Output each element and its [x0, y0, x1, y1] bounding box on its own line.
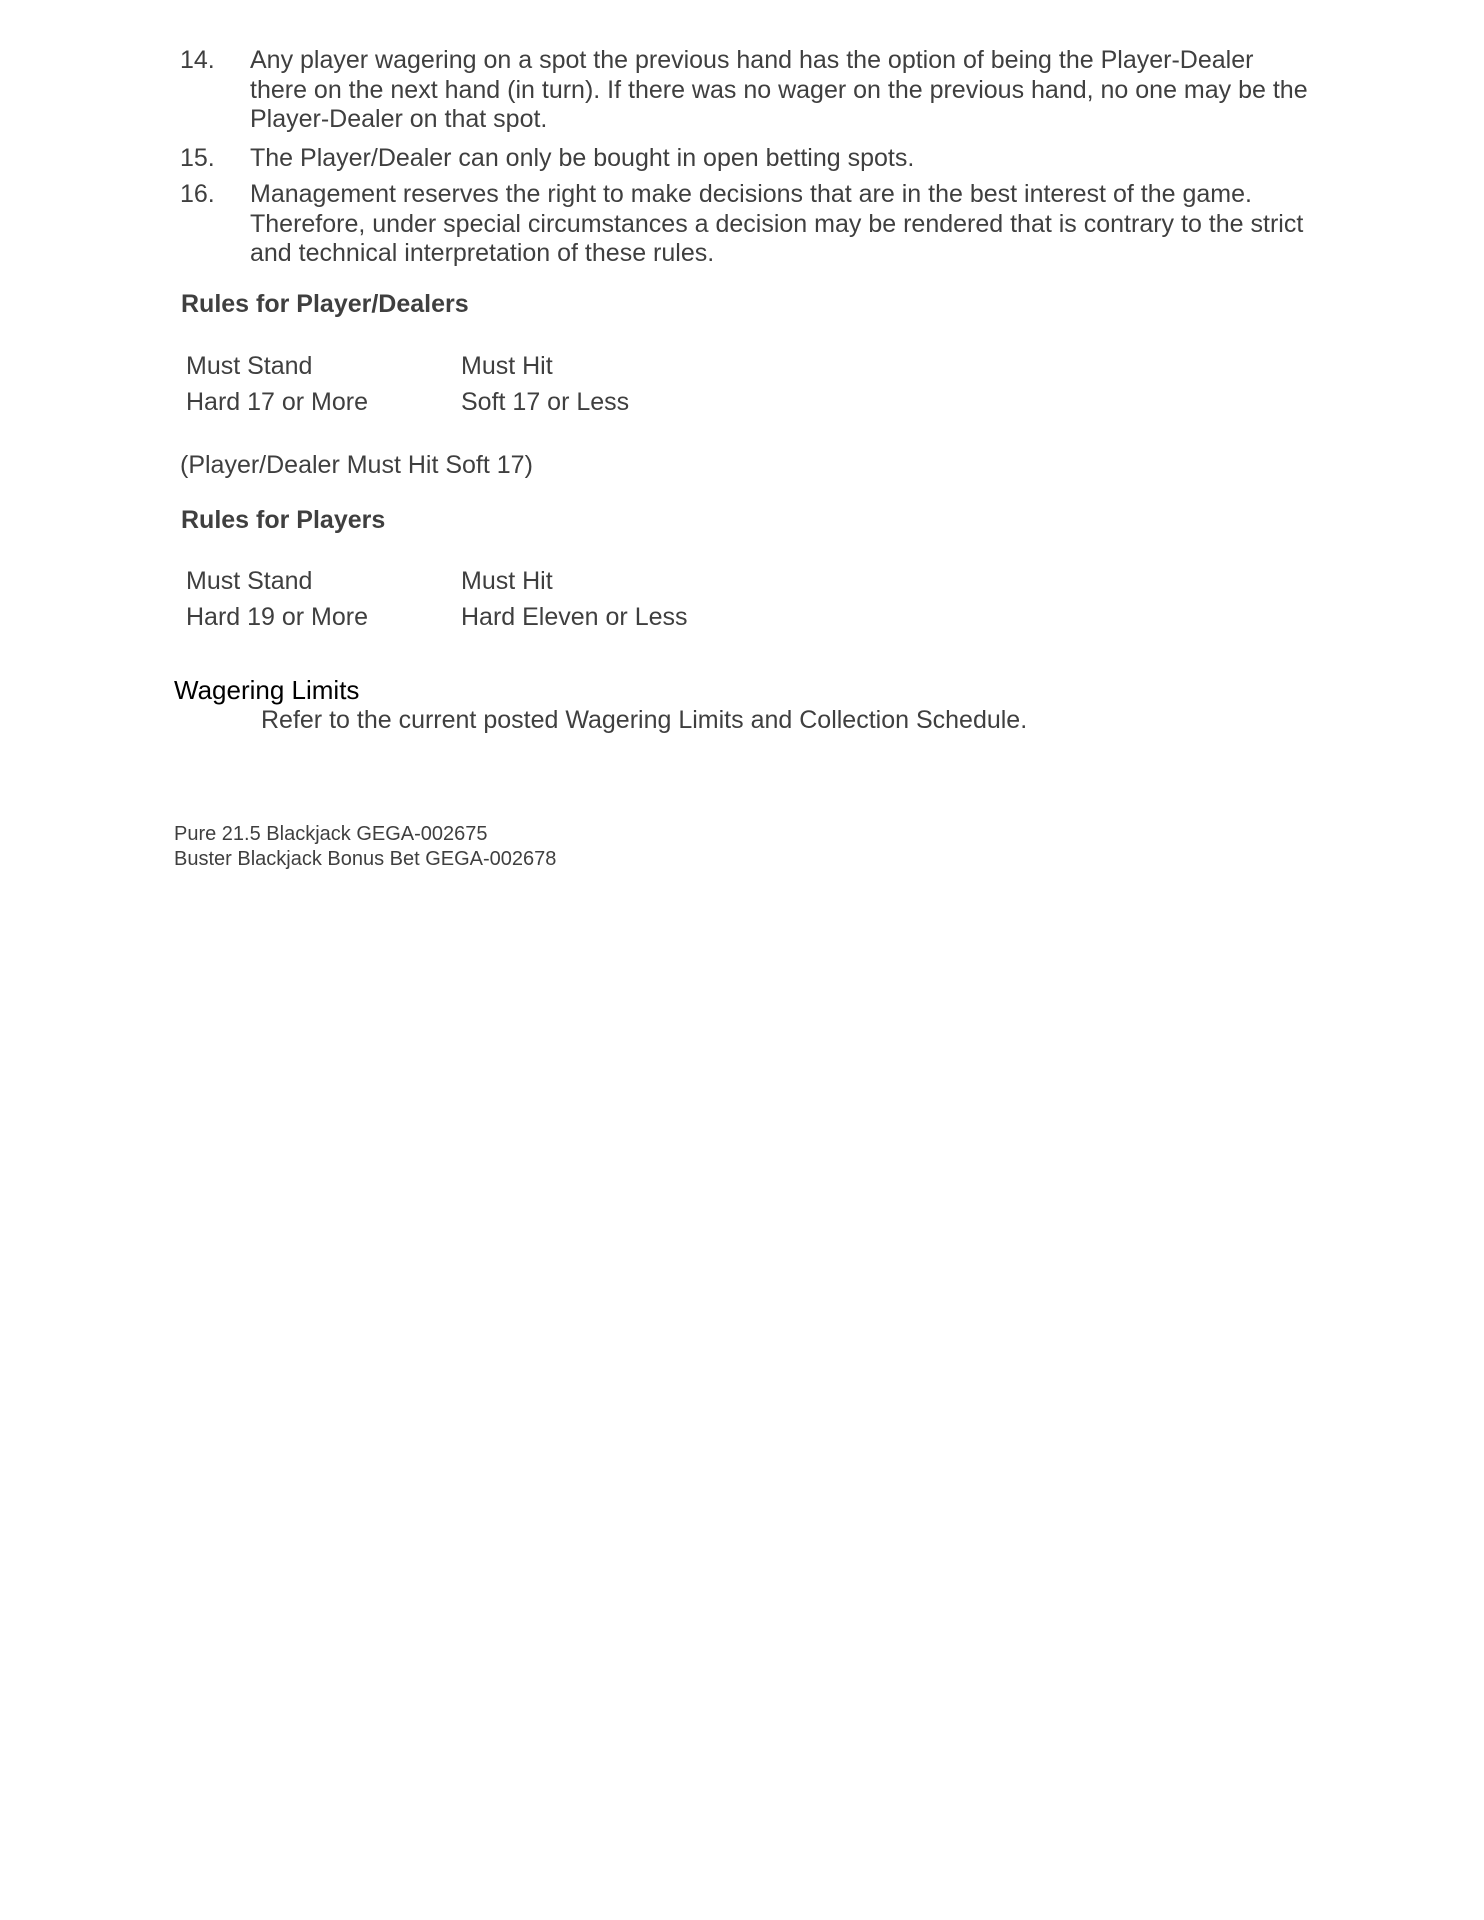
wagering-limits-title: Wagering Limits	[174, 675, 360, 705]
must-hit-header: Must Hit	[461, 567, 553, 595]
rule-item-16	[180, 180, 1310, 269]
table-header-row	[186, 563, 861, 599]
footer-line-1: Pure 21.5 Blackjack GEGA-002675	[174, 823, 488, 845]
player-dealer-rules-table	[186, 348, 861, 420]
table-header-row	[186, 348, 861, 384]
must-hit-value: Soft 17 or Less	[461, 388, 630, 416]
player-rules-table	[186, 563, 861, 635]
rule-number: 14.	[180, 46, 215, 74]
must-stand-value: Hard 19 or More	[186, 603, 369, 631]
wagering-limits-body: Refer to the current posted Wagering Limits and Collection Schedule.	[261, 706, 1028, 734]
rule-text: Any player wagering on a spot the previous hand has the option of being the Player-Dealer there on the next hand (in turn). If there was no wager on the previous hand, no one may be the Player-Dealer on that spot.	[250, 46, 1308, 133]
must-stand-header: Must Stand	[186, 352, 313, 380]
must-hit-value: Hard Eleven or Less	[461, 603, 688, 631]
player-dealer-note: (Player/Dealer Must Hit Soft 17)	[180, 451, 533, 479]
player-dealer-rules-heading: Rules for Player/Dealers	[181, 290, 469, 318]
must-stand-value: Hard 17 or More	[186, 388, 369, 416]
rule-number: 16.	[180, 180, 215, 208]
rule-item-15	[180, 144, 1310, 174]
rule-number: 15.	[180, 144, 215, 172]
rule-item-14	[180, 46, 1310, 135]
rule-text: The Player/Dealer can only be bought in open betting spots.	[250, 144, 915, 172]
player-rules-heading: Rules for Players	[181, 506, 386, 534]
footer-line-2: Buster Blackjack Bonus Bet GEGA-002678	[174, 848, 557, 870]
table-row	[186, 599, 861, 635]
rule-text: Management reserves the right to make decisions that are in the best interest of the game. Therefore, under special circumstances a decision may be rendered that is contrary to the strict and technical interpretation of these rules.	[250, 180, 1304, 267]
table-row	[186, 384, 861, 420]
must-stand-header: Must Stand	[186, 567, 313, 595]
must-hit-header: Must Hit	[461, 352, 553, 380]
